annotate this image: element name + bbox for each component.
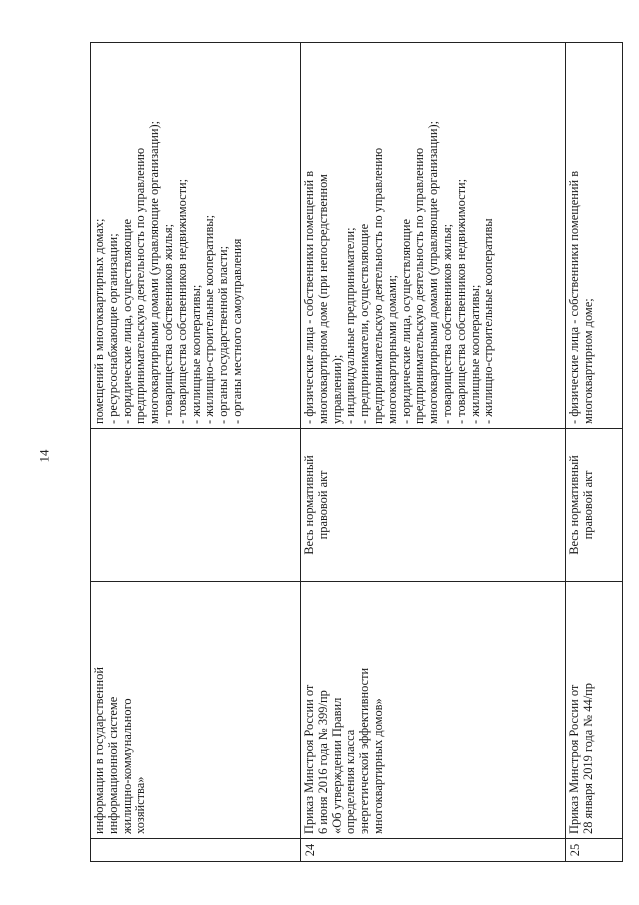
- doc-line: 28 января 2019 года № 44/пр: [580, 683, 595, 834]
- doc-line: информационной системе: [105, 696, 120, 834]
- subject-line: - ресурсоснабжающие организации;: [105, 233, 120, 424]
- subject-line: - жилищно-строительные кооперативы;: [202, 214, 217, 424]
- document-title-cell: [566, 582, 623, 839]
- doc-line: информации в государственной: [92, 667, 106, 834]
- subject-line: - индивидуальные предприниматели;: [343, 227, 358, 424]
- scope-cell: [91, 429, 301, 582]
- subject-line: многоквартирными домами (управляющие организации);: [426, 120, 441, 424]
- subjects-cell: [301, 43, 566, 429]
- doc-line: хозяйства»: [133, 776, 148, 834]
- row-number-cell: [91, 839, 301, 862]
- table-row: [301, 43, 566, 862]
- row-number-cell: 25: [566, 839, 623, 862]
- subject-line: - физические лица - собственники помещений в: [567, 170, 581, 424]
- doc-line: определения класса: [343, 729, 358, 834]
- doc-line: Приказ Минстроя России от: [567, 684, 581, 834]
- subject-line: предпринимательскую деятельность по управлению: [370, 147, 385, 424]
- subject-line: - юридические лица, осуществляющие: [119, 219, 134, 424]
- doc-line: жилищно-коммунального: [119, 698, 134, 834]
- subject-line: - жилищные кооперативы;: [467, 284, 482, 424]
- subject-line: - товарищества собственников жилья;: [160, 223, 175, 424]
- subjects-cell: [91, 43, 301, 429]
- subject-line: многоквартирными домами;: [384, 274, 399, 424]
- document-title-cell: [91, 582, 301, 839]
- doc-line: энергетической эффективности: [357, 667, 372, 834]
- subjects-cell: [566, 43, 623, 429]
- doc-line: «Об утверждении Правил: [329, 697, 344, 834]
- subject-line: - органы государственной власти;: [216, 245, 231, 424]
- subject-line: - товарищества собственников недвижимости;: [453, 178, 468, 424]
- subject-line: - предприниматели, осуществляющие: [357, 223, 372, 424]
- subject-line: - жилищные кооперативы;: [188, 284, 203, 424]
- subject-line: многоквартирном доме;: [580, 298, 595, 424]
- page-number: 14: [36, 449, 52, 463]
- subject-line: предпринимательскую деятельность по управлению: [133, 147, 148, 424]
- legal-acts-table: [90, 42, 623, 862]
- subject-line: - жилищно-строительные кооперативы: [481, 218, 496, 424]
- subject-line: многоквартирном доме (при непосредственном: [315, 174, 330, 424]
- table-row: [91, 43, 301, 862]
- subject-line: - товарищества собственников жилья;: [439, 223, 454, 424]
- doc-line: Приказ Минстроя России от: [302, 684, 316, 834]
- document-title-cell: [301, 582, 566, 839]
- doc-line: 6 июня 2016 года № 399/пр: [315, 690, 330, 834]
- subject-line: - юридические лица, осуществляющие: [398, 219, 413, 424]
- doc-line: многоквартирных домов»: [370, 698, 385, 834]
- subject-line: - товарищества собственников недвижимости;: [174, 178, 189, 424]
- subject-line: управлении);: [329, 354, 344, 424]
- subject-line: предпринимательскую деятельность по управлению: [412, 147, 427, 424]
- subject-line: многоквартирными домами (управляющие организации);: [147, 120, 162, 424]
- subject-line: - физические лица - собственники помещений в: [302, 170, 316, 424]
- subject-line: помещений в многоквартирных домах;: [92, 218, 106, 424]
- table-row: [566, 43, 623, 862]
- row-number-cell: 24: [301, 839, 566, 862]
- rotated-table-container: [90, 42, 605, 862]
- scope-cell: Весь нормативный правовой акт: [301, 429, 566, 582]
- subject-line: - органы местного самоуправления: [229, 238, 244, 424]
- scope-cell: Весь нормативный правовой акт: [566, 429, 623, 582]
